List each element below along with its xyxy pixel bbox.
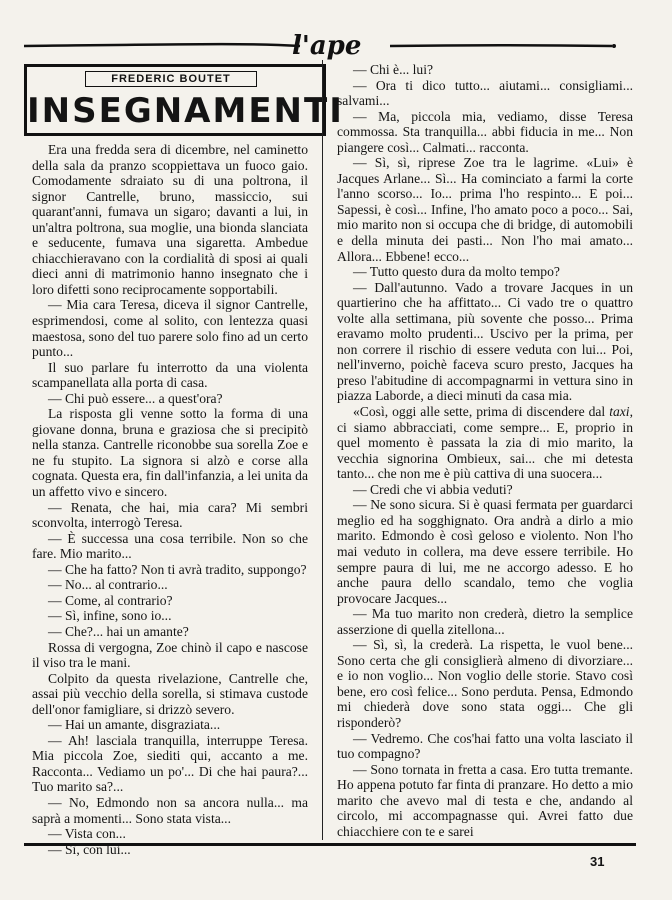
paragraph: — Sono tornata in fretta a casa. Ero tutta tremante. Ho appena potuto far finta di pranzare. Ho detto a mio marito che avevo mal di testa e che, andando al circolo, mi accompagnasse qui. Avrei fatto due chiacchiere con te e sarei xyxy=(337,761,633,839)
magazine-logo xyxy=(0,30,672,60)
bottom-rule xyxy=(24,843,636,846)
paragraph: — Che ha fatto? Non ti avrà tradito, suppongo? xyxy=(48,561,307,577)
paragraph: — Chi può essere... a quest'ora? xyxy=(48,390,223,406)
paragraph: — Mia cara Teresa, diceva il signor Cantrelle, esprimendosi, come al solito, con lentezza quasi maestosa, sono del tuo parere solo fino ad un certo punto... xyxy=(32,297,308,360)
paragraph: — Renata, che hai, mia cara? Mi sembri sconvolta, interrogò Teresa. xyxy=(32,499,308,531)
paragraph: — Vista con... xyxy=(48,826,126,842)
paragraph: — Che?... hai un amante? xyxy=(48,623,189,639)
paragraph: — Come, al contrario? xyxy=(48,592,173,608)
paragraph: — Ma tuo marito non crederà, dietro la semplice asserzione di quella zitellona... xyxy=(337,606,633,637)
paragraph: Era una fredda sera di dicembre, nel caminetto della sala da pranzo scoppiettava un fuoco gaio. Comodamente sdraiato su di una poltrona, il signor Cantrelle, bruno, massiccio, sui quarant'anni, fumava un sigaro; davanti a lui, in un'altra poltrona, sua moglie, una bionda slanciata e seducente, fumava una sigaretta. Ambedue chiacchieravano con la cordialità di sposi ai quali dieci anni di matrimonio hanno insegnato che i loro difetti sono reciprocamente sopportabili. xyxy=(32,142,308,297)
paragraph: La risposta gli venne sotto la forma di una giovane donna, bruna e graziosa che si precipitò nella stanza. Cantrelle riconobbe sua sorella Zoe e ne fu stupito. La signora si alzò e corse alla cognata. Questa era, fin dall'infanzia, a lei unita da un affetto vivo e sincero. xyxy=(32,406,308,500)
paragraph: — È successa una cosa terribile. Non so che fare. Mio marito... xyxy=(32,530,308,562)
article-column-right xyxy=(337,62,633,839)
paragraph: Colpito da questa rivelazione, Cantrelle che, assai più vecchio della sorella, si stimava custode dell'onor famigliare, si drizzò severo. xyxy=(32,670,308,717)
logo-text: l'ape xyxy=(292,31,362,60)
article-column-left xyxy=(32,142,308,857)
article-title-box xyxy=(24,64,344,136)
paragraph: — Credi che vi abbia veduti? xyxy=(353,481,513,497)
paragraph: — Sì, sì, riprese Zoe tra le lagrime. «Lui» è Jacques Arlane... Sì... Ha cominciato a farmi la corte l'anno scorso... Io... prima l'ho respinto... E poi... Sapessi, è così... Infine, l'ho amato poco a poco... Sai, mio marito non si occupa che di bridge, di automobili e della minuta dei pasti... Non l'ho mai amato... Allora... Ebbene! ecco... xyxy=(337,155,633,264)
paragraph: — Ne sono sicura. Si è quasi fermata per guardarci meglio ed ha sogghignato. Ora andrà a dirlo a mio marito. Edmondo è così geloso e violento. Non l'ho mai veduto in collera, ma deve essere terribile. Ho sempre paura di lui, me ne accorgo adesso. E ho anche paura dello scandalo, temo che voglia provocare Jacques... xyxy=(337,497,633,606)
paragraph: — Sì, infine, sono io... xyxy=(48,608,172,624)
paragraph: «Così, oggi alle sette, prima di discendere dal taxi, ci siamo abbracciati, come sempre... E, proprio in quel momento è passata la zia di mio marito, la vecchia signorina Ombieux, sai... che mi detesta tanto... che non me è più cattiva di una suocera... xyxy=(337,404,633,482)
paragraph: — Sì, con lui... xyxy=(48,841,131,857)
paragraph: Rossa di vergogna, Zoe chinò il capo e nascose il viso tra le mani. xyxy=(32,639,308,671)
paragraph: — Vedremo. Che cos'hai fatto una volta lasciato il tuo compagno? xyxy=(337,730,633,762)
paragraph: Il suo parlare fu interrotto da una violenta scampanellata alla porta di casa. xyxy=(32,359,308,391)
paragraph: — Tutto questo dura da molto tempo? xyxy=(353,264,560,280)
article-title: INSEGNAMENTI xyxy=(27,91,344,131)
paragraph: — Dall'autunno. Vado a trovare Jacques in un quartierino che ha affittato... Ci vado tre o quattro volte alla settimana, più sovente che posso... Prima eravamo molto prudenti... Uscivo per la prima, per non correre il rischio di essere veduta con lui... Poi, nell'inverno, poichè faceva scuro presto, Jacques ha preso l'abitudine di accompagnarmi in vettura sino in piazza Laborde, a dieci minuti da casa mia. xyxy=(337,279,633,404)
paragraph: — No... al contrario... xyxy=(48,577,168,593)
paragraph: — Ma, piccola mia, vediamo, disse Teresa commossa. Sta tranquilla... abbi fiducia in me... Non piangere così... Calmati... racconta. xyxy=(337,108,633,155)
paragraph: — No, Edmondo non sa ancora nulla... ma saprà a momenti... Sono stata vista... xyxy=(32,794,308,826)
page-number: 31 xyxy=(590,854,605,869)
paragraph: — Sì, sì, la crederà. La rispetta, le vuol bene... Sono certa che gli consiglierà almeno di divorziare... e io non voglio... Non voglio delle storie. Stavo così bene, ero così felice... Sono perduta. Pensa, Edmondo mi chiederà dove sono stata oggi... Che gli risponderò? xyxy=(337,637,633,730)
paragraph: — Ah! lasciala tranquilla, interruppe Teresa. Mia piccola Zoe, siediti qui, accanto a me. Racconta... Vediamo un po'... Di che hai paura?... Tuo marito sa?... xyxy=(32,732,308,795)
paragraph: — Chi è... lui? xyxy=(353,62,434,77)
article-author: FREDERIC BOUTET xyxy=(85,71,257,87)
paragraph: — Ora ti dico tutto... aiutami... consigliami... salvami... xyxy=(337,77,633,109)
paragraph: — Hai un amante, disgraziata... xyxy=(48,717,221,733)
column-divider xyxy=(322,60,323,840)
